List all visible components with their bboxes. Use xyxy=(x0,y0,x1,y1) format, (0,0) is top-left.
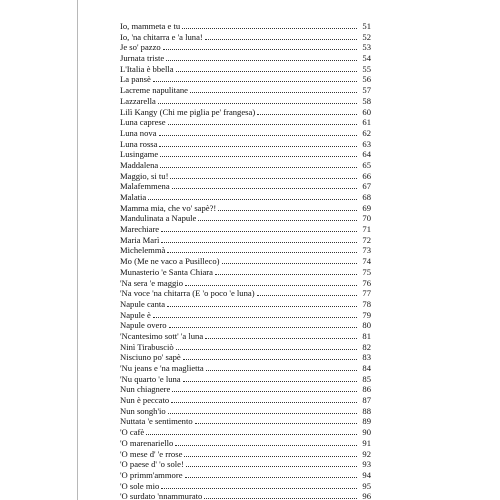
toc-entry-title: Luna caprese xyxy=(120,117,166,128)
toc-dot-leader xyxy=(185,285,357,286)
toc-entry xyxy=(120,299,371,310)
toc-entry-title: Maggio, si tu! xyxy=(120,170,169,181)
toc-entry xyxy=(120,256,371,267)
toc-entry-title: Marechiare xyxy=(120,224,160,235)
toc-dot-leader xyxy=(222,263,357,264)
toc-entry-title: Napule è xyxy=(120,309,151,320)
toc-entry-page-number: 75 xyxy=(362,266,371,277)
toc-entry-title: 'O primm'ammore xyxy=(120,469,183,480)
toc-entry-page-number: 73 xyxy=(362,245,371,256)
toc-entry-page-number: 82 xyxy=(362,341,371,352)
toc-entry-title: Io, 'na chitarra e 'a luna! xyxy=(120,31,203,42)
toc-entry xyxy=(120,352,371,363)
toc-entry xyxy=(120,320,371,331)
toc-dot-leader xyxy=(170,178,357,179)
toc-entry-page-number: 80 xyxy=(362,320,371,331)
toc-entry xyxy=(120,278,371,289)
toc-entry-page-number: 67 xyxy=(362,181,371,192)
toc-entry-page-number: 94 xyxy=(362,469,371,480)
toc-dot-leader xyxy=(160,167,357,168)
toc-entry-page-number: 58 xyxy=(362,95,371,106)
toc-entry-title: Luna nova xyxy=(120,127,157,138)
toc-dot-leader xyxy=(167,306,357,307)
toc-dot-leader xyxy=(158,103,357,104)
toc-dot-leader xyxy=(185,477,357,478)
toc-entry xyxy=(120,342,371,353)
toc-entry-page-number: 78 xyxy=(362,298,371,309)
toc-dot-leader xyxy=(186,466,357,467)
toc-entry xyxy=(120,181,371,192)
toc-entry-page-number: 90 xyxy=(362,427,371,438)
toc-entry-title: La pansè xyxy=(120,74,151,85)
toc-dot-leader xyxy=(198,220,357,221)
toc-dot-leader xyxy=(206,370,357,371)
toc-entry-page-number: 71 xyxy=(362,224,371,235)
toc-dot-leader xyxy=(172,391,357,392)
toc-entry-page-number: 92 xyxy=(362,448,371,459)
toc-dot-leader xyxy=(153,81,357,82)
toc-entry xyxy=(120,203,371,214)
toc-dot-leader xyxy=(176,71,357,72)
toc-entry xyxy=(120,53,371,64)
toc-entry-page-number: 56 xyxy=(362,74,371,85)
toc-entry xyxy=(120,374,371,385)
table-of-contents xyxy=(120,21,371,500)
toc-dot-leader xyxy=(182,28,357,29)
toc-entry-page-number: 57 xyxy=(362,85,371,96)
toc-entry xyxy=(120,438,371,449)
toc-dot-leader xyxy=(159,146,357,147)
toc-entry-title: 'O paese d' 'o sole! xyxy=(120,459,184,470)
toc-dot-leader xyxy=(153,317,357,318)
toc-entry-page-number: 52 xyxy=(362,31,371,42)
toc-entry-page-number: 77 xyxy=(362,288,371,299)
toc-dot-leader xyxy=(160,156,357,157)
toc-dot-leader xyxy=(161,488,357,489)
toc-dot-leader xyxy=(175,445,357,446)
toc-entry-title: 'Na voce 'na chitarra (E 'o poco 'e luna) xyxy=(120,288,255,299)
toc-entry-title: Nisciuno po' sapè xyxy=(120,352,181,363)
toc-dot-leader xyxy=(257,295,357,296)
toc-entry-title: Napule overo xyxy=(120,320,167,331)
toc-entry-page-number: 54 xyxy=(362,53,371,64)
toc-entry-title: Michelemmà xyxy=(120,245,166,256)
toc-entry-page-number: 63 xyxy=(362,138,371,149)
toc-entry-title: Mo (Me ne vaco a Pusilleco) xyxy=(120,256,220,267)
toc-entry xyxy=(120,171,371,182)
toc-dot-leader xyxy=(190,92,357,93)
toc-dot-leader xyxy=(176,349,357,350)
toc-entry-page-number: 64 xyxy=(362,149,371,160)
toc-entry-page-number: 61 xyxy=(362,117,371,128)
toc-dot-leader xyxy=(148,199,357,200)
toc-entry-title: Nun chiagnere xyxy=(120,384,171,395)
toc-dot-leader xyxy=(167,252,357,253)
toc-entry-page-number: 53 xyxy=(362,42,371,53)
toc-entry xyxy=(120,64,371,75)
toc-entry xyxy=(120,395,371,406)
toc-entry-title: 'Ncantesimo sott' 'a luna xyxy=(120,330,204,341)
toc-entry-page-number: 95 xyxy=(362,480,371,491)
toc-entry-page-number: 85 xyxy=(362,373,371,384)
toc-entry xyxy=(120,224,371,235)
toc-dot-leader xyxy=(183,359,357,360)
toc-dot-leader xyxy=(146,434,357,435)
toc-entry-title: 'Na sera 'e maggio xyxy=(120,277,183,288)
toc-entry xyxy=(120,117,371,128)
toc-entry-title: Je so' pazzo xyxy=(120,42,161,53)
toc-entry-page-number: 51 xyxy=(362,21,371,31)
toc-entry xyxy=(120,213,371,224)
toc-entry-page-number: 87 xyxy=(362,395,371,406)
toc-entry xyxy=(120,192,371,203)
toc-entry xyxy=(120,481,371,492)
toc-dot-leader xyxy=(183,381,357,382)
toc-entry-title: Maddalena xyxy=(120,159,159,170)
toc-entry-title: Nuttata 'e sentimento xyxy=(120,416,193,427)
toc-entry-page-number: 76 xyxy=(362,277,371,288)
toc-entry-title: 'O mese d' 'e rrose xyxy=(120,448,183,459)
toc-entry xyxy=(120,449,371,460)
toc-entry xyxy=(120,32,371,43)
toc-dot-leader xyxy=(218,210,357,211)
toc-entry-page-number: 74 xyxy=(362,256,371,267)
toc-entry xyxy=(120,384,371,395)
toc-entry-title: Mandulinata a Napule xyxy=(120,213,197,224)
toc-entry xyxy=(120,245,371,256)
toc-dot-leader xyxy=(166,60,357,61)
toc-entry-title: Malatia xyxy=(120,192,147,202)
toc-entry-title: 'Nu quarto 'e luna xyxy=(120,373,181,384)
toc-dot-leader xyxy=(215,274,357,275)
toc-dot-leader xyxy=(184,456,357,457)
toc-dot-leader xyxy=(205,39,357,40)
toc-entry xyxy=(120,42,371,53)
toc-entry xyxy=(120,149,371,160)
toc-dot-leader xyxy=(163,49,357,50)
toc-dot-leader xyxy=(204,498,357,499)
toc-entry-page-number: 68 xyxy=(362,192,371,202)
toc-entry-page-number: 60 xyxy=(362,106,371,117)
toc-entry-page-number: 84 xyxy=(362,363,371,373)
toc-dot-leader xyxy=(195,423,357,424)
toc-entry xyxy=(120,235,371,246)
toc-dot-leader xyxy=(161,242,357,243)
toc-entry-title: 'Nu jeans e 'na maglietta xyxy=(120,363,204,373)
toc-dot-leader xyxy=(171,402,357,403)
toc-dot-leader xyxy=(161,231,357,232)
toc-entry xyxy=(120,288,371,299)
toc-entry-title: L'Italia è bbella xyxy=(120,63,174,74)
toc-dot-leader xyxy=(169,327,357,328)
toc-entry xyxy=(120,96,371,107)
toc-entry-page-number: 72 xyxy=(362,234,371,245)
toc-entry-page-number: 91 xyxy=(362,437,371,448)
toc-entry-page-number: 70 xyxy=(362,213,371,224)
toc-entry-page-number: 79 xyxy=(362,309,371,320)
toc-dot-leader xyxy=(172,188,357,189)
toc-entry-title: Luna rossa xyxy=(120,138,158,149)
toc-entry xyxy=(120,128,371,139)
toc-dot-leader xyxy=(257,114,357,115)
toc-dot-leader xyxy=(205,338,357,339)
toc-entry-page-number: 65 xyxy=(362,159,371,170)
toc-entry xyxy=(120,139,371,150)
toc-entry-title: Malafemmena xyxy=(120,181,170,192)
toc-entry-page-number: 81 xyxy=(362,330,371,341)
toc-entry-page-number: 55 xyxy=(362,63,371,74)
toc-entry-title: Lusingame xyxy=(120,149,159,160)
toc-entry-title: Maria Marì xyxy=(120,234,160,245)
toc-entry-title: 'O marenariello xyxy=(120,437,174,448)
toc-entry xyxy=(120,85,371,96)
toc-entry-title: Jurnata triste xyxy=(120,53,165,64)
toc-entry xyxy=(120,74,371,85)
toc-entry xyxy=(120,459,371,470)
toc-entry-title: 'O surdato 'nnammurato xyxy=(120,491,203,500)
toc-entry-title: Napule canta xyxy=(120,298,166,309)
toc-dot-leader xyxy=(168,413,357,414)
toc-entry xyxy=(120,21,371,32)
toc-entry xyxy=(120,470,371,481)
toc-entry xyxy=(120,406,371,417)
toc-entry-title: Ninì Tirabusciò xyxy=(120,341,174,352)
toc-entry-page-number: 69 xyxy=(362,202,371,213)
toc-entry-title: Munasterio 'e Santa Chiara xyxy=(120,266,213,277)
toc-entry-title: 'O sole mio xyxy=(120,480,160,491)
toc-entry-page-number: 88 xyxy=(362,405,371,416)
toc-entry xyxy=(120,427,371,438)
toc-entry-page-number: 66 xyxy=(362,170,371,181)
toc-entry-title: Lilì Kangy (Chi me piglia pe' frangesa) xyxy=(120,106,256,117)
toc-entry-page-number: 93 xyxy=(362,459,371,470)
toc-entry xyxy=(120,160,371,171)
toc-entry xyxy=(120,310,371,321)
toc-entry-page-number: 86 xyxy=(362,384,371,395)
toc-entry xyxy=(120,331,371,342)
toc-entry-page-number: 89 xyxy=(362,416,371,427)
toc-entry-title: Mamma mia, che vo' sapè?! xyxy=(120,202,217,213)
toc-dot-leader xyxy=(168,124,357,125)
page-edge-rule xyxy=(77,0,78,500)
toc-entry-title: Io, mammeta e tu xyxy=(120,21,181,31)
toc-entry-title: Nun è peccato xyxy=(120,395,170,406)
toc-entry-title: Lazzarella xyxy=(120,95,156,106)
toc-dot-leader xyxy=(159,135,357,136)
toc-entry-page-number: 96 xyxy=(362,491,371,500)
toc-entry-page-number: 62 xyxy=(362,127,371,138)
toc-entry xyxy=(120,416,371,427)
toc-entry xyxy=(120,491,371,500)
toc-entry-title: 'O cafè xyxy=(120,427,145,438)
toc-entry-title: Nun songh'io xyxy=(120,405,166,416)
toc-entry xyxy=(120,107,371,118)
toc-entry xyxy=(120,363,371,374)
toc-entry xyxy=(120,267,371,278)
toc-entry-title: Lacreme napulitane xyxy=(120,85,188,96)
toc-entry-page-number: 83 xyxy=(362,352,371,363)
